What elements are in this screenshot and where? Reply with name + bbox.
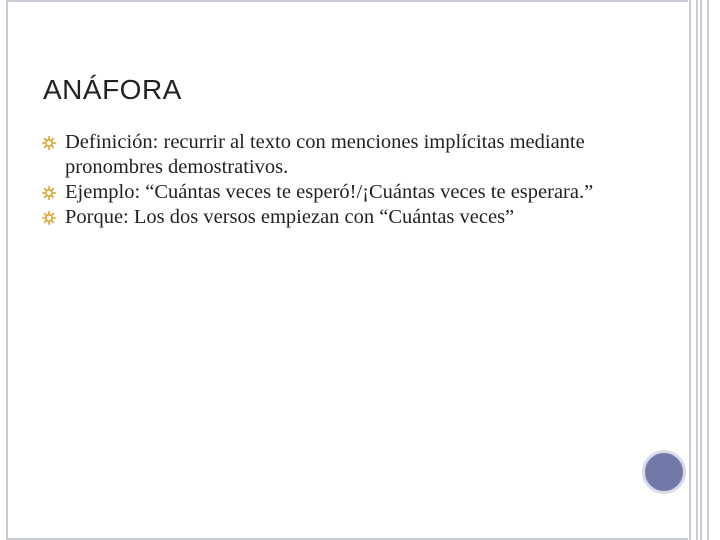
bullet-list: [42, 130, 622, 230]
sun-bullet-icon: [42, 186, 56, 200]
slide-side-bar-inner: [696, 0, 702, 540]
slide-frame-left: [6, 0, 8, 540]
bullet-text: Definición: recurrir al texto con menciones implícitas mediante pronombres demostrativos.: [65, 131, 585, 178]
bullet-text: Ejemplo: “Cuántas veces te esperó!/¡Cuántas veces te esperara.”: [65, 181, 594, 203]
slide-title: ANÁFORA: [43, 74, 182, 105]
sun-bullet-icon: [42, 211, 56, 225]
slide-frame-top: [6, 0, 688, 2]
bullet-item-definicion: [42, 130, 622, 180]
bullet-text: Porque: Los dos versos empiezan con “Cuántas veces”: [65, 206, 515, 228]
bullet-item-porque: [42, 205, 622, 230]
sun-bullet-icon: [42, 136, 56, 150]
slide-side-bar: [689, 0, 709, 540]
circle-ornament-icon: [642, 450, 686, 494]
bullet-item-ejemplo: [42, 180, 622, 205]
